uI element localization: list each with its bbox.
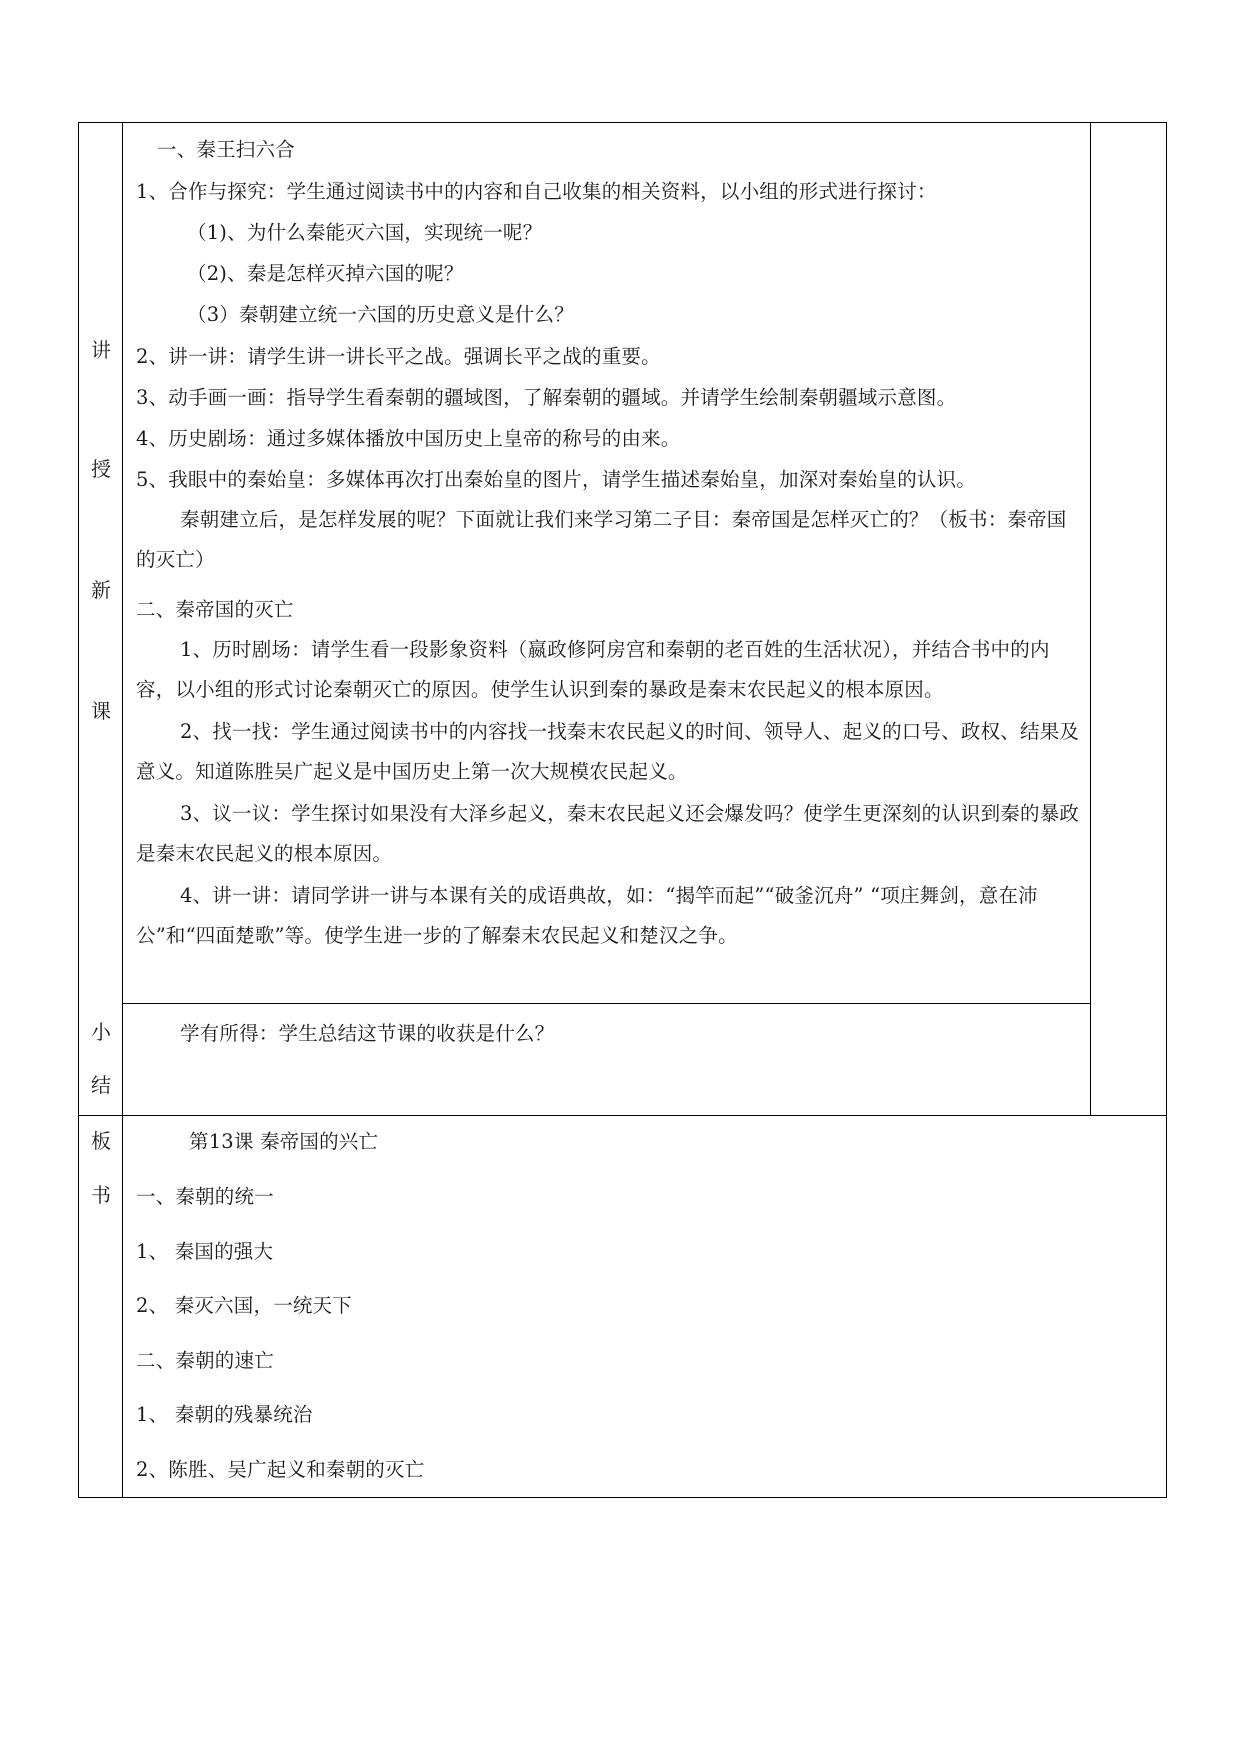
label-char-jie: 结 [91,1073,111,1097]
table-bottom-border [78,1497,1167,1498]
item3-text: 3、动手画一画：指导学生看秦朝的疆域图，了解秦朝的疆域。并请学生绘制秦朝疆域示意图。 [136,386,957,409]
label-char-xin: 新 [91,578,111,602]
transition-paragraph: 秦朝建立后，是怎样发展的呢？下面就让我们来学习第二子目：秦帝国是怎样灭亡的？（板书：秦帝国的灭亡） [136,508,1067,571]
label-char-ke: 课 [91,699,111,723]
section1-title: 一、秦王扫六合 [157,138,295,161]
label-char-xiao: 小 [91,1020,111,1044]
row-divider-summary [122,1003,1090,1004]
table-right-border [1166,122,1167,1498]
item1-text: 1、合作与探究：学生通过阅读书中的内容和自己收集的相关资料，以小组的形式进行探讨： [136,180,937,203]
label-char-ban: 板 [91,1129,111,1153]
paragraph-4: 4、讲一讲：请同学讲一讲与本课有关的成语典故，如：“揭竿而起”“破釜沉舟” “项庄舞剑，意在沛公”和“四面楚歌”等。使学生进一步的了解秦末农民起义和楚汉之争。 [136,884,1038,947]
board-line-3: 2、 秦灭六国，一统天下 [136,1294,353,1317]
paragraph-2: 2、找一找：学生通过阅读书中的内容找一找秦末农民起义的时间、领导人、起义的口号、政权、结果及意义。知道陈胜吴广起义是中国历史上第一次大规模农民起义。 [136,720,1080,783]
item2-text: 2、讲一讲：请学生讲一讲长平之战。强调长平之战的重要。 [136,345,661,368]
label-char-jiang: 讲 [91,338,111,362]
item4-text: 4、历史剧场：通过多媒体播放中国历史上皇帝的称号的由来。 [136,427,681,450]
board-line-4: 二、秦朝的速亡 [136,1349,274,1372]
board-line-2: 1、 秦国的强大 [136,1240,274,1263]
paragraph-1: 1、历时剧场：请学生看一段影象资料（嬴政修阿房宫和秦朝的老百姓的生活状况），并结合书中的内容，以小组的形式讨论秦朝灭亡的原因。使学生认识到秦的暴政是秦末农民起义的根本原因。 [136,638,1050,701]
section2-title: 二、秦帝国的灭亡 [136,598,294,621]
question2: （2)、秦是怎样灭掉六国的呢？ [187,262,464,285]
row-divider-board [78,1115,1167,1116]
board-line-5: 1、 秦朝的残暴统治 [136,1403,313,1426]
paragraph-3: 3、议一议：学生探讨如果没有大泽乡起义，秦末农民起义还会爆发吗？使学生更深刻的认识到秦的暴政是秦末农民起义的根本原因。 [136,802,1080,865]
table-top-border [78,122,1167,123]
notes-column-divider [1090,122,1091,1116]
label-char-shu: 书 [91,1183,111,1207]
question3: （3）秦朝建立统一六国的历史意义是什么？ [187,303,574,326]
board-line-1: 一、秦朝的统一 [136,1185,274,1208]
table-left-border [78,122,79,1498]
label-char-shou: 授 [91,457,111,481]
summary-text: 学有所得：学生总结这节课的收获是什么？ [180,1022,555,1045]
board-title: 第13课 秦帝国的兴亡 [189,1130,379,1153]
question1: （1)、为什么秦能灭六国，实现统一呢？ [187,221,543,244]
board-line-6: 2、陈胜、吴广起义和秦朝的灭亡 [136,1458,425,1481]
label-column-divider [122,122,123,1498]
item5-text: 5、我眼中的秦始皇：多媒体再次打出秦始皇的图片，请学生描述秦始皇，加深对秦始皇的认识。 [136,468,977,491]
